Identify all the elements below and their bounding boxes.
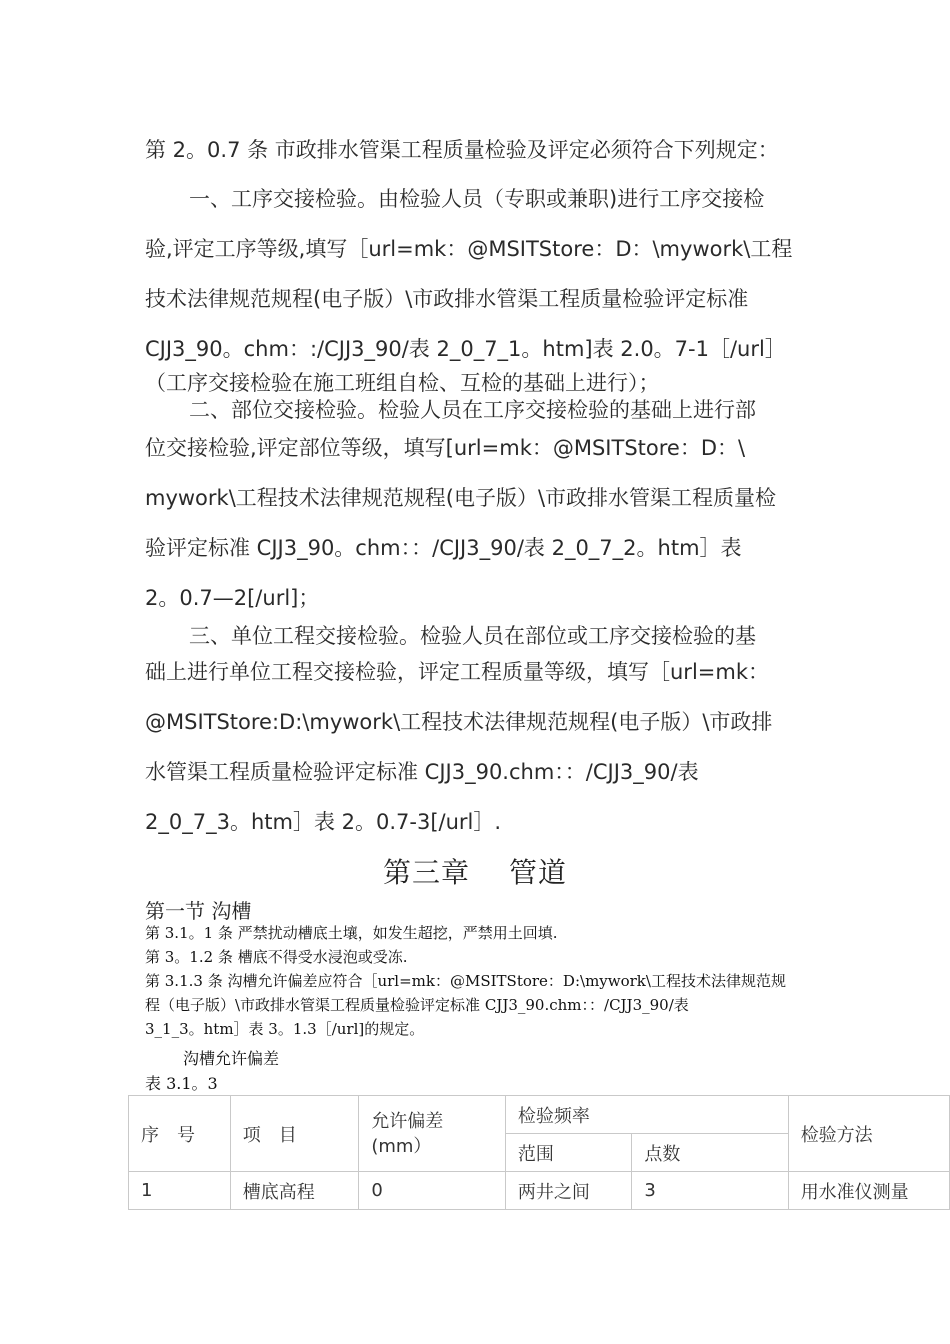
article-line: 第 3。1.2 条 槽底不得受水浸泡或受冻.: [145, 948, 408, 966]
item3-line: @MSITStore:D:\mywork\工程技术法律规范规程(电子版）\市政排: [145, 710, 773, 734]
header-points: 点数: [632, 1134, 788, 1172]
article-2-0-7-heading: [145, 132, 805, 168]
article-line: 程（电子版）\市政排水管渠工程质量检验评定标准 CJJ3_90.chm：：/CJJ3_90/表: [145, 996, 689, 1014]
header-seq: 序 号: [129, 1096, 231, 1172]
item1-line: 一、工序交接检验。由检验人员（专职或兼职)进行工序交接检: [189, 187, 765, 211]
item1-line: （工序交接检验在施工班组自检、互检的基础上进行）；: [145, 371, 660, 395]
section-title: 第一节 沟槽: [145, 899, 252, 923]
cell-range: 两井之间: [505, 1172, 631, 1210]
item2-line: 位交接检验,评定部位等级，填写[url=mk：@MSITStore：D：\: [145, 436, 746, 460]
table-caption: 沟槽允许偏差: [183, 1049, 280, 1068]
cell-points: 3: [632, 1172, 788, 1210]
cell-tolerance: 0: [359, 1172, 506, 1210]
item2-line: 二、部位交接检验。检验人员在工序交接检验的基础上进行部: [189, 398, 756, 422]
article-line: 第 3.1。1 条 严禁扰动槽底土壤，如发生超挖，严禁用土回填.: [145, 924, 558, 942]
cell-method: 用水准仪测量: [788, 1172, 949, 1210]
item1-line: 验,评定工序等级,填写［url=mk：@MSITStore：D：\mywork\工程: [145, 237, 793, 261]
article-heading-line: 第 2。0.7 条 市政排水管渠工程质量检验及评定必须符合下列规定：: [145, 138, 779, 162]
header-item: 项 目: [230, 1096, 359, 1172]
header-frequency: 检验频率: [505, 1096, 788, 1134]
item3-line: 水管渠工程质量检验评定标准 CJJ3_90.chm：：/CJJ3_90/表: [145, 760, 699, 784]
item3-line: 2_0_7_3。htm］表 2。0.7-3[/url］.: [145, 810, 502, 834]
article-line: 第 3.1.3 条 沟槽允许偏差应符合［url=mk：@MSITStore：D:\mywork\工程技术法律规范规: [145, 972, 786, 990]
articles-3-1: [145, 921, 805, 1041]
item2-line: mywork\工程技术法律规范规程(电子版）\市政排水管渠工程质量检: [145, 486, 777, 510]
article-item-1: [145, 182, 805, 396]
table-row: [129, 1172, 950, 1210]
item3-line: 础上进行单位工程交接检验，评定工程质量等级，填写［url=mk：: [145, 660, 769, 684]
table-number: 表 3.1。3: [145, 1074, 218, 1093]
item3-line: 三、单位工程交接检验。检验人员在部位或工序交接检验的基: [189, 624, 756, 648]
article-item-3: [145, 619, 805, 841]
header-method: 检验方法: [788, 1096, 949, 1172]
article-line: 3_1_3。htm］表 3。1.3［/url]的规定。: [145, 1020, 425, 1038]
item1-line: CJJ3_90。chm：:/CJJ3_90/表 2_0_7_1。htm]表 2.0。7-1［/url］: [145, 337, 786, 361]
table-header-row: [129, 1096, 950, 1134]
item2-line: 2。0.7—2[/url]；: [145, 586, 320, 610]
article-item-2: [145, 393, 805, 619]
item1-line: 技术法律规范规程(电子版）\市政排水管渠工程质量检验评定标准: [145, 287, 749, 311]
item2-line: 验评定标准 CJJ3_90。chm：：/CJJ3_90/表 2_0_7_2。htm］表: [145, 536, 742, 560]
chapter-title: 第三章 管道: [383, 856, 567, 889]
tolerance-table: [128, 1095, 950, 1210]
cell-item: 槽底高程: [230, 1172, 359, 1210]
cell-seq: 1: [129, 1172, 231, 1210]
header-range: 范围: [505, 1134, 631, 1172]
header-tolerance: 允许偏差(mm）: [359, 1096, 506, 1172]
